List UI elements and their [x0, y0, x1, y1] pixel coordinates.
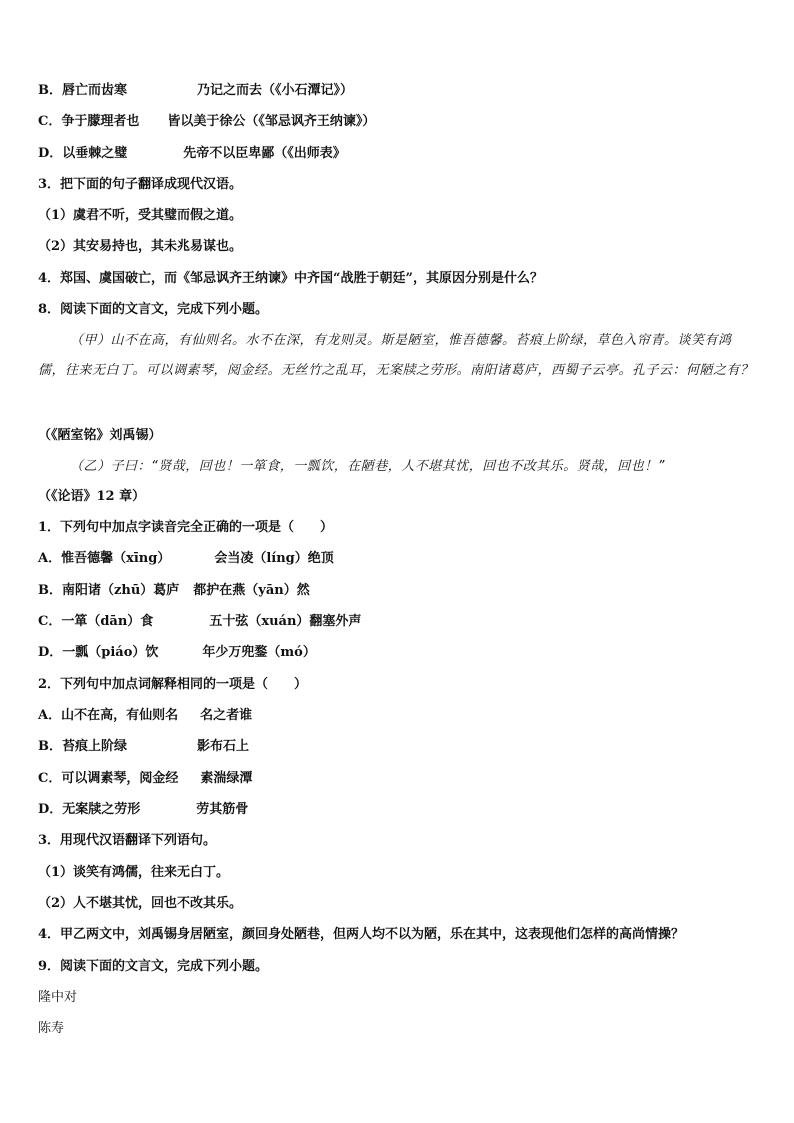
question-heading: 1．下列句中加点字读音完全正确的一项是（ ）: [38, 520, 334, 535]
question-heading: 3．用现代汉语翻译下列语句。: [38, 833, 217, 848]
option-line: [38, 145, 346, 163]
option-text: B．唇亡而齿寒: [38, 83, 127, 98]
option-text: 皆以美于徐公（《邹忌讽齐王纳谏》）: [167, 114, 376, 129]
option-line: [38, 801, 248, 819]
sub-question: （2）人不堪其忧，回也不改其乐。: [38, 896, 243, 911]
option-text: B．苔痕上阶绿: [38, 739, 127, 754]
option-text: 会当凌（líng）绝顶: [214, 551, 334, 566]
option-line: [38, 707, 252, 725]
passage-author: 陈寿: [38, 1021, 65, 1036]
option-text: A．惟吾德馨（xīng）: [38, 551, 171, 566]
option-text: 名之者谁: [200, 708, 253, 723]
option-text: B．南阳诸（zhū）葛庐: [38, 583, 180, 598]
passage-yi: [38, 452, 758, 482]
option-line: [38, 113, 375, 131]
option-text: 影布石上: [197, 739, 250, 754]
option-line: [38, 82, 353, 100]
option-text: D．无案牍之劳形: [38, 802, 141, 817]
passage-jia: [38, 326, 758, 386]
option-line: [38, 770, 252, 788]
option-text: D．以垂棘之璧: [38, 146, 128, 161]
option-text: 劳其筋骨: [196, 802, 249, 817]
option-text: 先帝不以臣卑鄙（《出师表》: [183, 146, 346, 161]
option-text: 都护在燕（yān）然: [193, 583, 310, 598]
source-citation: （《陋室铭》刘禹锡）: [38, 428, 162, 443]
sub-question: （2）其安易持也，其未兆易谋也。: [38, 239, 243, 254]
option-text: 五十弦（xuán）翻塞外声: [209, 614, 362, 629]
option-text: 年少万兜鍪（mó）: [202, 645, 316, 660]
passage-text: （甲）山不在高，有仙则名。水不在深，有龙则灵。斯是陋室，惟吾德馨。苔痕上阶绿，草色入帘青。谈笑有鸿儒，往来无白丁。可以调素琴，阅金经。无丝竹之乱耳，无案牍之劳形。南阳诸葛庐，西蜀子云亭。孔子云：何陋之有？: [38, 333, 754, 378]
option-line: [38, 582, 310, 600]
option-text: A．山不在高，有仙则名: [38, 708, 179, 723]
question-heading: 2．下列句中加点词解释相同的一项是（ ）: [38, 677, 308, 692]
option-line: [38, 550, 334, 568]
option-line: [38, 613, 361, 631]
option-text: D．一瓢（piáo）饮: [38, 645, 159, 660]
option-line: [38, 738, 249, 756]
option-text: 乃记之而去（《小石潭记》）: [197, 83, 354, 98]
sub-question: （1）谈笑有鸿儒，往来无白丁。: [38, 865, 230, 880]
option-text: C．一箪（dān）食: [38, 614, 154, 629]
question-heading: 9．阅读下面的文言文，完成下列小题。: [38, 959, 269, 974]
passage-title: 隆中对: [38, 990, 78, 1005]
option-text: C．可以调素琴，阅金经: [38, 771, 179, 786]
passage-text: （乙）子曰：“贤哉，回也！一箪食，一瓢饮，在陋巷，人不堪其忧，回也不改其乐。贤哉，回也！”: [70, 459, 665, 474]
sub-question: （1）虞君不听，受其璧而假之道。: [38, 208, 243, 223]
question-heading: 4．郑国、虞国破亡，而《邹忌讽齐王纳谏》中齐国“战胜于朝廷”，其原因分别是什么？: [38, 271, 544, 286]
option-text: 素湍绿潭: [200, 771, 253, 786]
question-heading: 8．阅读下面的文言文，完成下列小题。: [38, 302, 269, 317]
question-heading: 3．把下面的句子翻译成现代汉语。: [38, 177, 243, 192]
option-text: C．争于朦理者也: [38, 114, 140, 129]
option-line: [38, 644, 316, 662]
question-heading: 4．甲乙两文中，刘禹锡身居陋室，颜回身处陋巷，但两人均不以为陋，乐在其中，这表现他们怎样的高尚情操？: [38, 927, 685, 942]
source-citation: （《论语》12 章）: [38, 489, 146, 504]
